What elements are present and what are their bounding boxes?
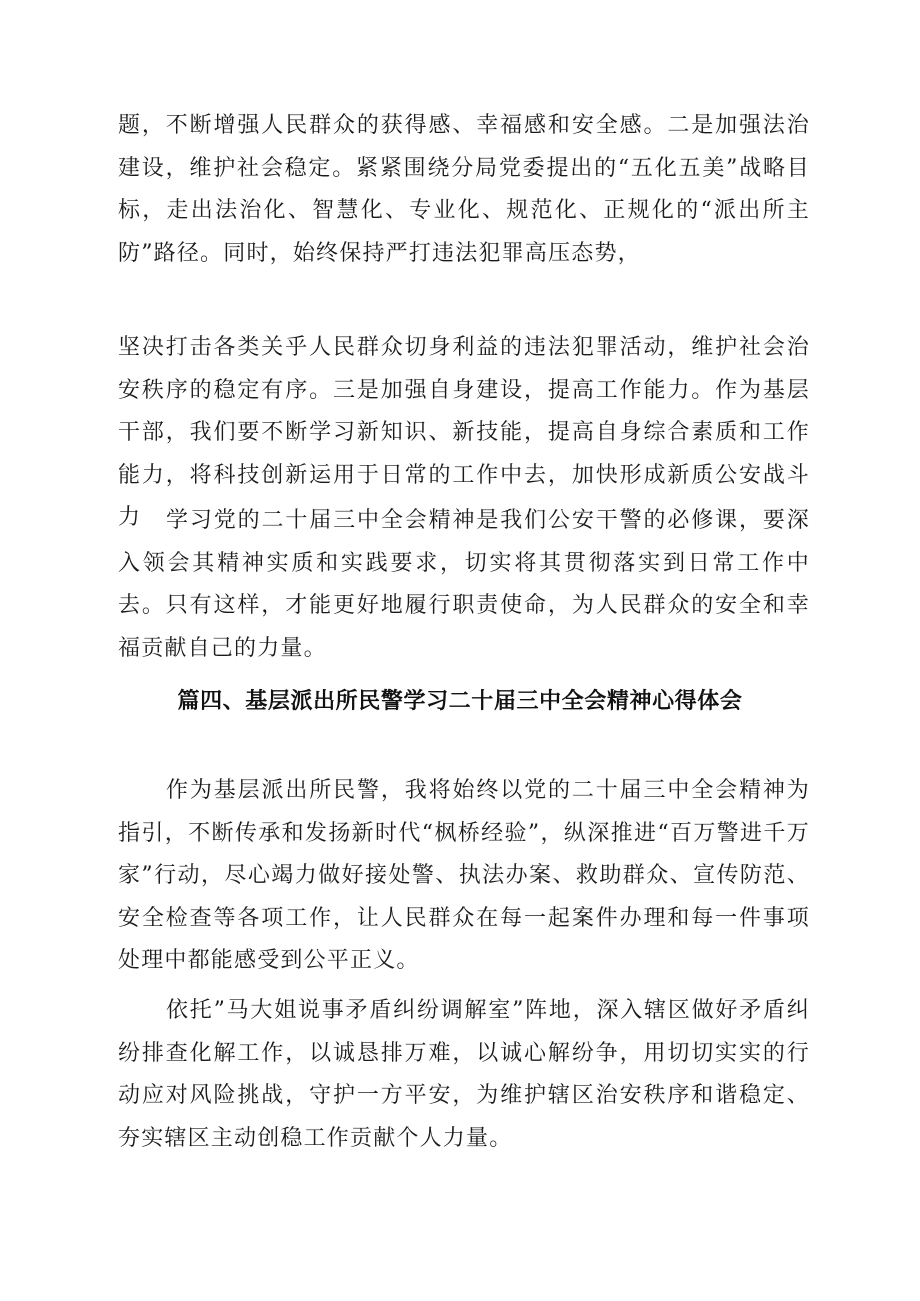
body-paragraph: 坚决打击各类关乎人民群众切身利益的违法犯罪活动，维护社会治安秩序的稳定有序。三是加强自身建设，提高工作能力。作为基层干部，我们要不断学习新知识、新技能，提高自身综合素质和工作能力，将科技创新运用于日常的工作中去，加快形成新质公安战斗力 (118, 335, 810, 530)
body-paragraph: 作为基层派出所民警，我将始终以党的二十届三中全会精神为指引，不断传承和发扬新时代“枫桥经验”，纵深推进“百万警进千万家”行动，尽心竭力做好接处警、执法办案、救助群众、宣传防范、安全检查等各项工作，让人民群众在每一起案件办理和每一件事项处理中都能感受到公平正义。 (118, 778, 810, 973)
body-paragraph: 学习党的二十届三中全会精神是我们公安干警的必修课，要深入领会其精神实质和实践要求，切实将其贯彻落实到日常工作中去。只有这样，才能更好地履行职责使命，为人民群众的安全和幸福贡献自己的力量。 (118, 508, 810, 661)
body-paragraph: 题，不断增强人民群众的获得感、幸福感和安全感。二是加强法治建设，维护社会稳定。紧紧围绕分局党委提出的“五化五美”战略目标，走出法治化、智慧化、专业化、规范化、正规化的“派出所主防”路径。同时，始终保持严打违法犯罪高压态势， (118, 113, 810, 266)
section-heading: 篇四、基层派出所民警学习二十届三中全会精神心得体会 (177, 689, 743, 714)
body-paragraph: 依托”马大姐说事矛盾纠纷调解室”阵地，深入辖区做好矛盾纠纷排查化解工作，以诚恳排万难，以诚心解纷争，用切切实实的行动应对风险挑战，守护一方平安，为维护辖区治安秩序和谐稳定、夯实辖区主动创稳工作贡献个人力量。 (118, 998, 810, 1151)
